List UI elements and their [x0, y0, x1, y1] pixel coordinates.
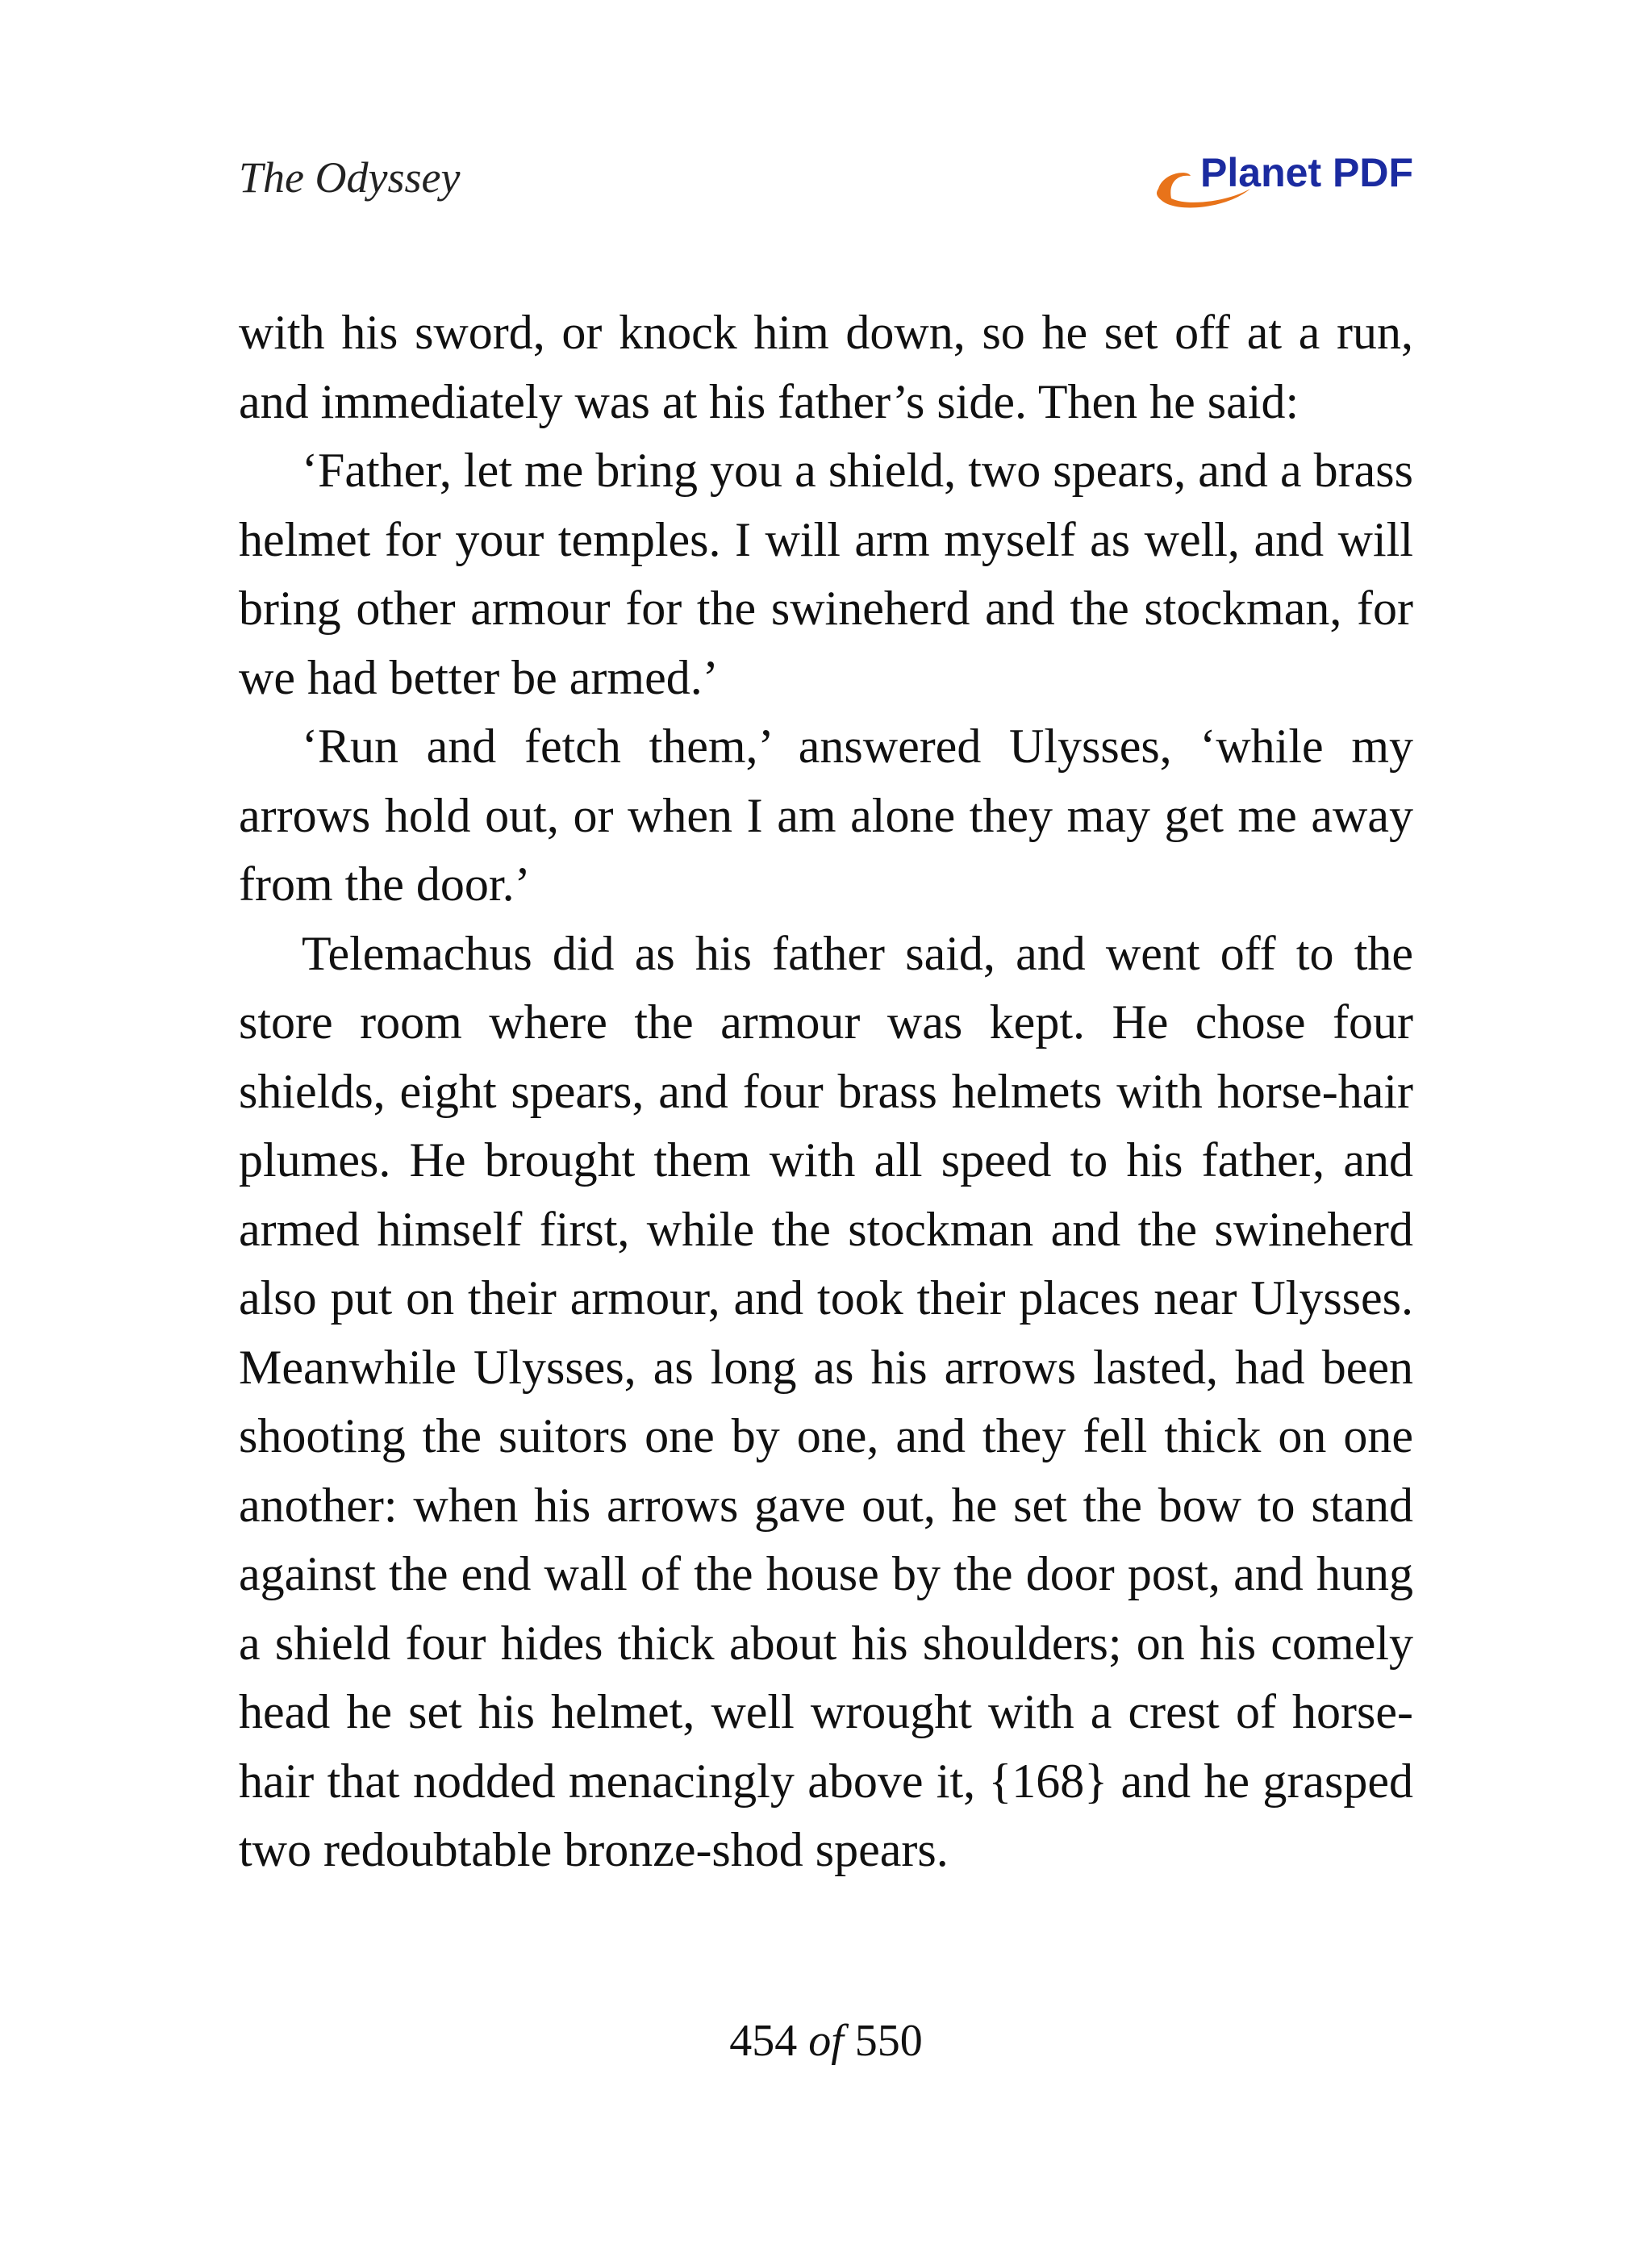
total-pages: 550: [854, 2016, 923, 2066]
page-body: [239, 298, 1413, 1885]
paragraph: Telemachus did as his father said, and went off to the store room where the armour was kept. He chose four shields, eight spears, and four brass helmets with horse-hair plumes. He brought them with all speed to his father, and armed himself first, while the stockman and the swineherd also put on their armour, and took their places near Ulysses. Meanwhile Ulysses, as long as his arrows lasted, had been shooting the suitors one by one, and they fell thick on one another: when his arrows gave out, he set the bow to stand against the end wall of the house by the door post, and hung a shield four hides thick about his shoulders; on his comely head he set his helmet, well wrought with a crest of horse-hair that nodded menacingly above it, {168} and he grasped two redoubtable bronze-shod spears.: [239, 926, 1413, 1876]
page-header: [239, 152, 1413, 216]
page-number: [0, 2013, 1652, 2069]
paragraph: with his sword, or knock him down, so he set off at a run, and immediately was at his father’s side. Then he said:: [239, 306, 1413, 428]
paragraph: ‘Father, let me bring you a shield, two spears, and a brass helmet for your temples. I will arm myself as well, and will bring other armour for the swineherd and the stockman, for we had better be armed.’: [239, 444, 1413, 704]
page-of-label: of: [808, 2016, 844, 2066]
book-title: The Odyssey: [239, 153, 461, 202]
paragraph: ‘Run and fetch them,’ answered Ulysses, ‘while my arrows hold out, or when I am alone they may get me away from the door.’: [239, 720, 1413, 911]
planet-pdf-logo: [1155, 148, 1413, 213]
logo-text: Planet PDF: [1200, 150, 1413, 195]
current-page: 454: [729, 2016, 798, 2066]
